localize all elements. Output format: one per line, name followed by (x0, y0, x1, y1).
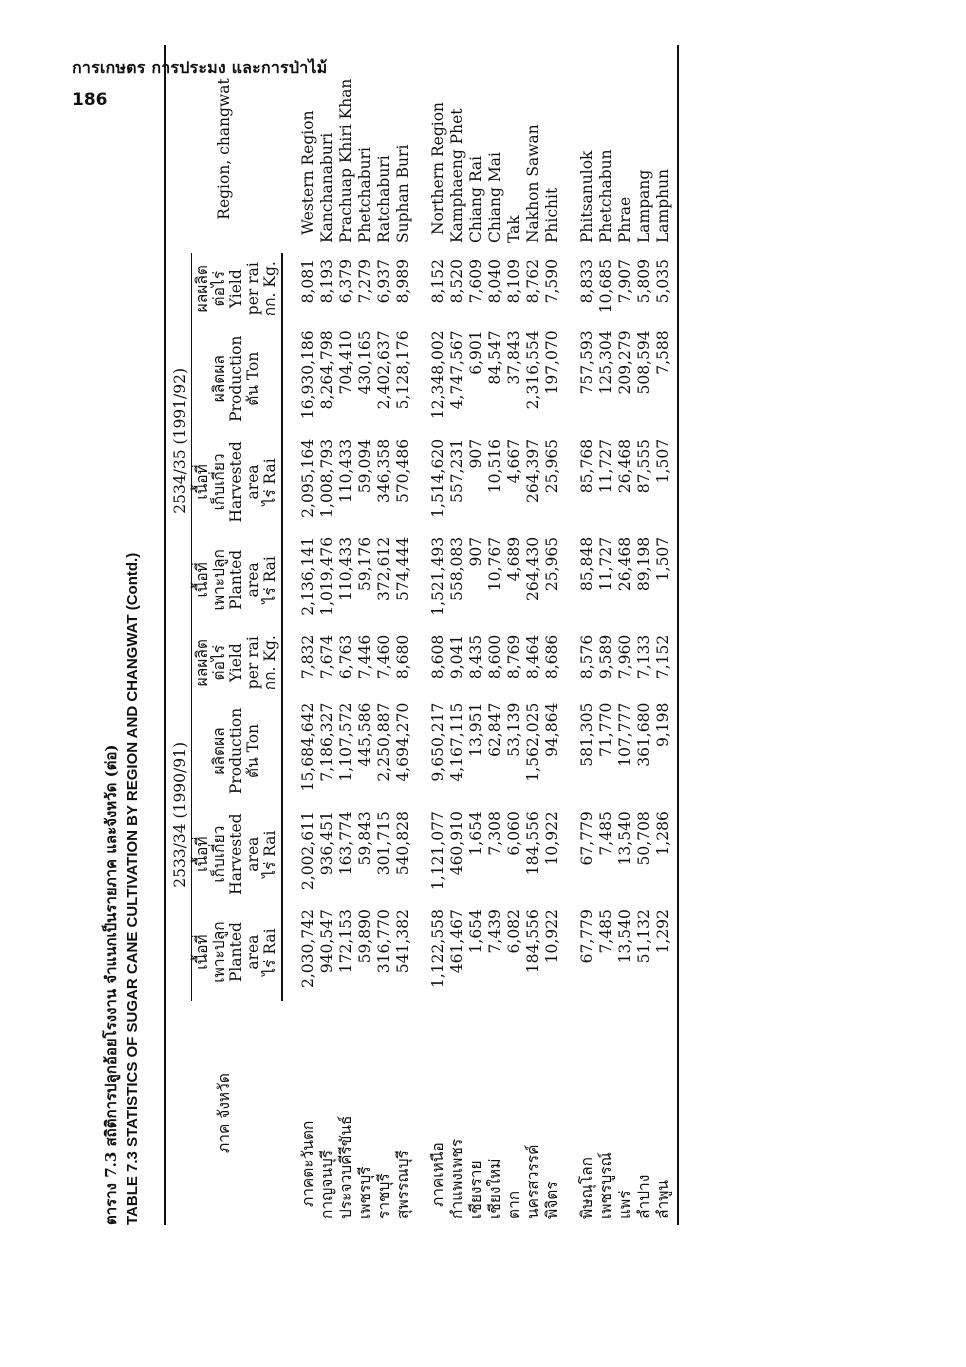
value-cell: 570,486 (394, 438, 412, 504)
value-cell: 430,165 (356, 330, 374, 395)
running-head: การเกษตร การประมง และการป่าไม้ (72, 58, 328, 77)
value-cell: 51,132 (635, 909, 653, 964)
column-header-line: ผลผลิต (193, 265, 211, 313)
value-cell: 59,176 (356, 536, 374, 592)
row-name-english: Northern Region (429, 101, 447, 235)
value-cell: 13,540 (616, 909, 634, 964)
column-header (192, 805, 283, 903)
table-row (578, 45, 597, 1225)
value-cell: 316,770 (375, 909, 393, 974)
value-cell: 508,594 (635, 330, 653, 395)
column-header-line: per rai (244, 636, 262, 690)
column-header-line: ไร่ Rai (261, 928, 279, 976)
column-header-line: เก็บเกี่ยว (210, 825, 228, 883)
column-header-line: Production (227, 335, 245, 422)
value-cell: 1,654 (467, 909, 485, 954)
value-cell: 62,847 (486, 702, 504, 757)
value-cell: 8,600 (486, 634, 504, 680)
value-cell: 10,922 (543, 811, 561, 866)
value-cell: 264,430 (524, 536, 542, 601)
value-cell: 85,768 (578, 438, 596, 494)
value-cell: 6,379 (337, 259, 355, 304)
value-cell: 172,153 (337, 909, 355, 974)
row-name-thai: ตาก (505, 1190, 523, 1219)
value-cell: 8,520 (448, 259, 466, 304)
value-cell: 15,684,642 (299, 702, 317, 792)
column-header-line: area (244, 836, 262, 872)
value-cell: 581,305 (578, 702, 596, 767)
value-cell: 5,809 (635, 259, 653, 304)
table-row (616, 45, 635, 1225)
value-cell: 50,708 (635, 811, 653, 866)
table-row (597, 45, 616, 1225)
value-cell: 71,770 (597, 702, 615, 757)
row-name-english: Phetchabun (597, 149, 615, 243)
value-cell: 8,264,798 (318, 330, 336, 410)
column-header-line: เก็บเกี่ยว (210, 453, 228, 511)
value-cell: 7,907 (616, 259, 634, 304)
row-name-english: Phichit (543, 187, 561, 243)
table-row (375, 45, 394, 1225)
value-cell: 8,193 (318, 259, 336, 304)
row-name-english: Ratchaburi (375, 155, 393, 243)
statistics-table (164, 45, 679, 1225)
column-header-line: กก. Kg. (261, 261, 279, 317)
value-cell: 907 (467, 536, 485, 567)
row-name-thai: พิษณุโลก (578, 1156, 596, 1219)
value-cell: 1,121,077 (429, 811, 447, 891)
value-cell: 6,763 (337, 634, 355, 680)
value-cell: 7,960 (616, 634, 634, 680)
value-cell: 540,828 (394, 811, 412, 876)
value-cell: 1,107,572 (337, 702, 355, 782)
value-cell: 209,279 (616, 330, 634, 395)
value-cell: 7,152 (654, 634, 672, 680)
value-cell: 110,433 (337, 438, 355, 504)
value-cell: 6,082 (505, 909, 523, 954)
value-cell: 2,095,164 (299, 438, 317, 518)
column-header-line: ต่อไร่ (210, 644, 228, 681)
value-cell: 125,304 (597, 330, 615, 395)
row-name-thai: นครสวรรค์ (524, 1144, 542, 1219)
table-row (486, 45, 505, 1225)
value-cell: 264,397 (524, 438, 542, 504)
column-header-line: Yield (227, 269, 245, 309)
value-cell: 59,890 (356, 909, 374, 964)
value-cell: 110,433 (337, 536, 355, 601)
row-name-thai: ราชบุรี (375, 1173, 393, 1219)
column-header-line: เนื้อที่ (193, 934, 211, 970)
column-header-line: เพาะปลูก (210, 549, 228, 611)
table-row (505, 45, 524, 1225)
value-cell: 7,308 (486, 811, 504, 856)
value-cell: 4,167,115 (448, 702, 466, 782)
value-cell: 7,133 (635, 634, 653, 680)
value-cell: 940,547 (318, 909, 336, 974)
column-header-line: ไร่ Rai (261, 458, 279, 506)
value-cell: 9,041 (448, 634, 466, 680)
value-cell: 67,779 (578, 811, 596, 866)
value-cell: 8,762 (524, 259, 542, 304)
column-header-line: ผลิตผล (210, 355, 228, 403)
value-cell: 7,460 (375, 634, 393, 680)
value-cell: 8,040 (486, 259, 504, 304)
value-cell: 85,848 (578, 536, 596, 592)
value-cell: 558,083 (448, 536, 466, 601)
value-cell: 26,468 (616, 536, 634, 592)
row-name-english: Lampang (635, 169, 653, 243)
value-cell: 936,451 (318, 811, 336, 876)
value-cell: 1,122,558 (429, 909, 447, 988)
value-cell: 67,779 (578, 909, 596, 964)
column-header-line: ไร่ Rai (261, 556, 279, 604)
value-cell: 361,680 (635, 702, 653, 767)
header-period-1: 2533/34 (1990/91) (165, 629, 192, 1001)
column-header (192, 324, 283, 433)
column-header-line: ตัน Ton (244, 351, 262, 406)
value-cell: 8,769 (505, 634, 523, 680)
value-cell: 1,507 (654, 536, 672, 582)
column-header-line: ตัน Ton (244, 723, 262, 778)
value-cell: 8,081 (299, 259, 317, 304)
value-cell: 7,832 (299, 634, 317, 680)
region-row (299, 45, 318, 1225)
header-period-2: 2534/35 (1991/92) (165, 253, 192, 629)
table-row (543, 45, 562, 1225)
header-region-en: Region, changwat (165, 45, 282, 253)
value-cell: 8,608 (429, 634, 447, 680)
value-cell: 704,410 (337, 330, 355, 395)
row-name-english: Phetchaburi (356, 147, 374, 243)
value-cell: 13,951 (467, 702, 485, 757)
value-cell: 5,035 (654, 259, 672, 304)
value-cell: 25,965 (543, 438, 561, 494)
value-cell: 346,358 (375, 438, 393, 504)
column-header-line: Production (227, 707, 245, 795)
value-cell: 1,654 (467, 811, 485, 856)
table-row (394, 45, 413, 1225)
value-cell: 8,435 (467, 634, 485, 680)
column-header-line: เนื้อที่ (193, 464, 211, 500)
value-cell: 557,231 (448, 438, 466, 504)
value-cell: 25,965 (543, 536, 561, 592)
value-cell: 4,689 (505, 536, 523, 582)
column-header-line: per rai (244, 262, 262, 316)
value-cell: 184,556 (524, 811, 542, 876)
value-cell: 5,128,176 (394, 330, 412, 410)
column-header-line: เนื้อที่ (193, 836, 211, 872)
value-cell: 6,937 (375, 259, 393, 304)
table-row (356, 45, 375, 1225)
value-cell: 7,439 (486, 909, 504, 954)
column-header (192, 629, 283, 697)
row-name-english: Phrae (616, 196, 634, 243)
row-name-english: Suphan Buri (394, 144, 412, 243)
row-name-thai: เชียงใหม่ (486, 1158, 504, 1219)
value-cell: 197,070 (543, 330, 561, 395)
value-cell: 445,586 (356, 702, 374, 767)
value-cell: 10,685 (597, 259, 615, 314)
value-cell: 1,008,793 (318, 438, 336, 518)
value-cell: 1,286 (654, 811, 672, 856)
row-name-thai: พิจิตร (543, 1181, 561, 1219)
row-name-english: Lamphun (654, 168, 672, 243)
value-cell: 1,019,476 (318, 536, 336, 616)
value-cell: 2,250,887 (375, 702, 393, 782)
row-name-english: Kanchanaburi (318, 132, 336, 243)
column-header-line: กก. Kg. (261, 635, 279, 691)
value-cell: 1,514,620 (429, 438, 447, 518)
value-cell: 8,680 (394, 634, 412, 680)
value-cell: 9,650,217 (429, 702, 447, 782)
column-header-line (194, 328, 211, 429)
row-name-english: Kamphaeng Phet (448, 108, 466, 243)
value-cell: 461,467 (448, 909, 466, 974)
row-name-thai: เพชรบุรี (356, 1166, 374, 1219)
value-cell: 7,674 (318, 634, 336, 680)
column-header-line: ผลผลิต (193, 639, 211, 687)
column-header-line: area (244, 562, 262, 598)
column-header-line (262, 328, 279, 429)
column-header-line: area (244, 464, 262, 500)
value-cell: 2,402,637 (375, 330, 393, 410)
column-header-line: Harvested (227, 441, 245, 523)
row-name-thai: ประจวบคีรีขันธ์ (337, 1115, 355, 1219)
row-name-thai: เชียงราย (467, 1160, 485, 1219)
value-cell: 4,667 (505, 438, 523, 484)
column-header-line: Planted (227, 549, 245, 610)
value-cell: 89,198 (635, 536, 653, 592)
value-cell: 7,446 (356, 634, 374, 680)
column-header-line: เนื้อที่ (193, 562, 211, 598)
value-cell: 11,727 (597, 438, 615, 494)
value-cell: 8,152 (429, 259, 447, 304)
value-cell: 907 (467, 438, 485, 469)
page-number: 186 (72, 90, 108, 110)
row-name-english: Chiang Mai (486, 152, 504, 243)
value-cell: 7,609 (467, 259, 485, 304)
value-cell: 16,930,186 (299, 330, 317, 420)
column-header-line: Planted (227, 922, 245, 983)
column-header-line: area (244, 934, 262, 970)
row-name-thai: เพชรบูรณ์ (597, 1152, 615, 1219)
row-name-english: Nakhon Sawan (524, 124, 542, 243)
value-cell: 7,590 (543, 259, 561, 304)
column-header-line: เพาะปลูก (210, 921, 228, 983)
value-cell: 460,910 (448, 811, 466, 876)
caption-english: TABLE 7.3 STATISTICS OF SUGAR CANE CULTIVATION BY REGION AND CHANGWAT (Contd.) (124, 552, 141, 1225)
value-cell: 2,316,554 (524, 330, 542, 410)
value-cell: 94,864 (543, 702, 561, 757)
value-cell: 7,186,327 (318, 702, 336, 782)
column-header (192, 433, 283, 531)
value-cell: 107,777 (616, 702, 634, 767)
table-row (448, 45, 467, 1225)
value-cell: 13,540 (616, 811, 634, 866)
row-name-english: Prachuap Khiri Khan (337, 78, 355, 243)
column-header-line (194, 701, 211, 802)
table-row (467, 45, 486, 1225)
column-header (192, 253, 283, 324)
value-cell: 4,694,270 (394, 702, 412, 782)
table-row (337, 45, 356, 1225)
row-name-english: Tak (505, 215, 523, 243)
row-name-thai: สุพรรณบุรี (394, 1150, 412, 1219)
value-cell: 6,060 (505, 811, 523, 856)
row-name-english: Western Region (299, 110, 317, 235)
value-cell: 84,547 (486, 330, 504, 385)
table-caption (100, 25, 144, 1225)
value-cell: 1,507 (654, 438, 672, 484)
value-cell: 184,556 (524, 909, 542, 974)
table-row (654, 45, 673, 1225)
row-name-english: Phitsanulok (578, 150, 596, 243)
column-header (192, 697, 283, 806)
value-cell: 37,843 (505, 330, 523, 385)
value-cell: 87,555 (635, 438, 653, 494)
value-cell: 59,843 (356, 811, 374, 866)
table-row (318, 45, 337, 1225)
row-name-thai: ภาคเหนือ (429, 1142, 447, 1207)
value-cell: 757,593 (578, 330, 596, 395)
column-header-line: ต่อไร่ (210, 270, 228, 307)
value-cell: 8,686 (543, 634, 561, 680)
value-cell: 53,139 (505, 702, 523, 757)
value-cell: 9,589 (597, 634, 615, 680)
value-cell: 8,464 (524, 634, 542, 680)
value-cell: 8,989 (394, 259, 412, 304)
value-cell: 10,516 (486, 438, 504, 494)
value-cell: 163,774 (337, 811, 355, 876)
value-cell: 1,292 (654, 909, 672, 954)
value-cell: 26,468 (616, 438, 634, 494)
caption-thai: ตาราง 7.3 สถิติการปลูกอ้อยโรงงาน จำแนกเป็นรายภาค และจังหวัด (ต่อ) (102, 744, 120, 1225)
rotated-table-block (100, 25, 870, 1225)
table-row (635, 45, 654, 1225)
value-cell: 372,612 (375, 536, 393, 601)
value-cell: 8,576 (578, 634, 596, 680)
value-cell: 301,715 (375, 811, 393, 876)
column-header (192, 903, 283, 1001)
value-cell: 7,588 (654, 330, 672, 375)
value-cell: 6,901 (467, 330, 485, 375)
value-cell: 59,094 (356, 438, 374, 494)
value-cell: 7,485 (597, 909, 615, 954)
value-cell: 11,727 (597, 536, 615, 592)
value-cell: 1,562,025 (524, 702, 542, 782)
table-row (524, 45, 543, 1225)
row-name-thai: ลำพูน (654, 1179, 672, 1219)
column-header-line: ไร่ Rai (261, 830, 279, 878)
value-cell: 9,198 (654, 702, 672, 748)
value-cell: 10,922 (543, 909, 561, 964)
value-cell: 8,833 (578, 259, 596, 304)
value-cell: 574,444 (394, 536, 412, 601)
row-name-thai: ภาคตะวันตก (299, 1120, 317, 1207)
value-cell: 2,136,141 (299, 536, 317, 616)
header-region-th: ภาค จังหวัด (165, 1001, 282, 1225)
value-cell: 12,348,002 (429, 330, 447, 420)
value-cell: 8,109 (505, 259, 523, 304)
value-cell: 2,002,611 (299, 811, 317, 891)
column-header-line: Yield (227, 643, 245, 683)
column-header-line: Harvested (227, 813, 245, 895)
column-header-line (262, 701, 279, 802)
column-header (192, 531, 283, 629)
column-header-line: ผลิตผล (210, 727, 228, 775)
row-name-thai: กาญจนบุรี (318, 1149, 336, 1219)
value-cell: 2,030,742 (299, 909, 317, 988)
value-cell: 7,485 (597, 811, 615, 856)
row-name-english: Chiang Rai (467, 155, 485, 243)
value-cell: 7,279 (356, 259, 374, 304)
row-name-thai: แพร่ (616, 1190, 634, 1219)
value-cell: 4,747,567 (448, 330, 466, 410)
value-cell: 10,767 (486, 536, 504, 592)
row-name-thai: ลำปาง (635, 1174, 653, 1219)
row-name-thai: กำแพงเพชร (448, 1138, 466, 1219)
value-cell: 1,521,493 (429, 536, 447, 616)
region-row (429, 45, 448, 1225)
value-cell: 541,382 (394, 909, 412, 974)
